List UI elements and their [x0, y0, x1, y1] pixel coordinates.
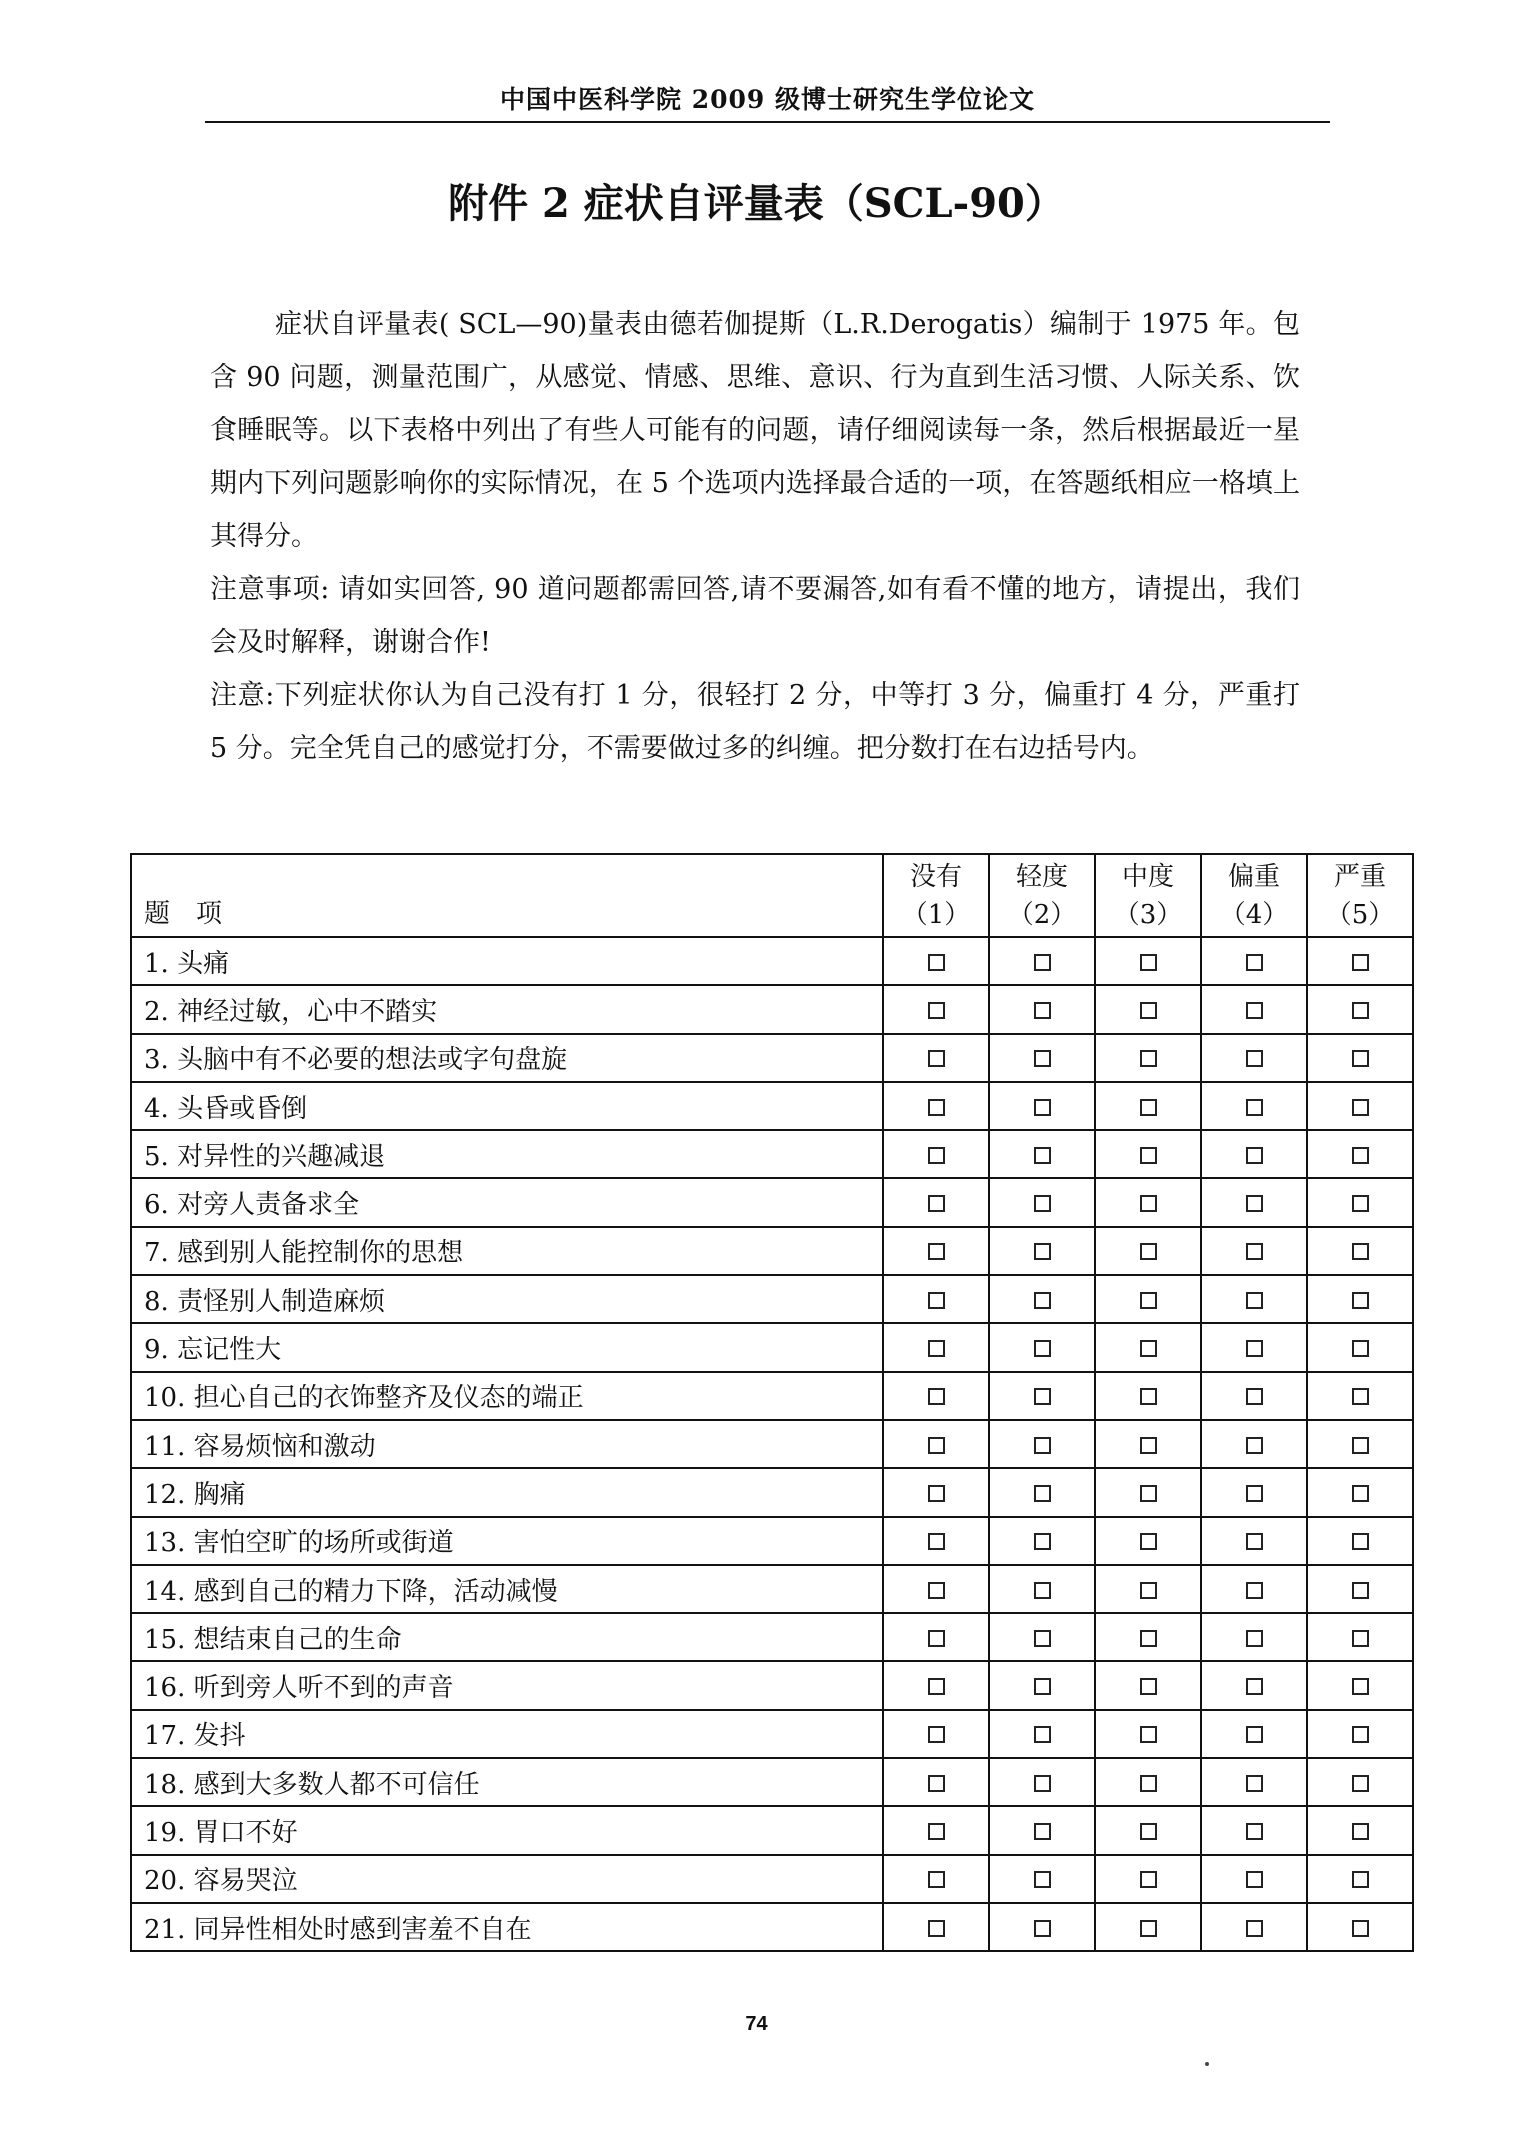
answer-checkbox[interactable] — [928, 1920, 945, 1937]
question-text: 6. 对旁人责备求全 — [131, 1178, 883, 1226]
option-cell — [989, 1517, 1095, 1565]
answer-checkbox[interactable] — [1352, 1050, 1369, 1067]
option-cell — [883, 985, 989, 1033]
answer-checkbox[interactable] — [1140, 1920, 1157, 1937]
answer-checkbox[interactable] — [928, 1871, 945, 1888]
option-cell — [989, 1372, 1095, 1420]
option-cell — [883, 1613, 989, 1661]
table-row — [131, 1178, 1413, 1226]
intro-paragraph-2: 注意事项: 请如实回答, 90 道问题都需回答,请不要漏答,如有看不懂的地方，请提出，我们会及时解释，谢谢合作! — [210, 574, 1300, 658]
option-cell — [1095, 1710, 1201, 1758]
answer-checkbox[interactable] — [1140, 1195, 1157, 1212]
question-text: 15. 想结束自己的生命 — [131, 1613, 883, 1661]
table-row — [131, 1758, 1413, 1806]
answer-checkbox[interactable] — [1034, 1630, 1051, 1647]
table-row — [131, 1903, 1413, 1951]
option-cell — [1095, 1468, 1201, 1516]
answer-checkbox[interactable] — [1246, 1195, 1263, 1212]
answer-checkbox[interactable] — [1352, 1340, 1369, 1357]
option-label: 偏重 — [1227, 861, 1280, 892]
option-cell — [1201, 1806, 1307, 1854]
question-text: 14. 感到自己的精力下降，活动减慢 — [131, 1565, 883, 1613]
answer-checkbox[interactable] — [1140, 1775, 1157, 1792]
answer-checkbox[interactable] — [928, 1823, 945, 1840]
question-text: 7. 感到别人能控制你的思想 — [131, 1227, 883, 1275]
option-cell — [1307, 1903, 1413, 1951]
option-header-4 — [1201, 854, 1307, 937]
option-cell — [883, 1178, 989, 1226]
answer-checkbox[interactable] — [1352, 1775, 1369, 1792]
option-cell — [1307, 1420, 1413, 1468]
answer-checkbox[interactable] — [1352, 1099, 1369, 1116]
option-cell — [883, 1565, 989, 1613]
answer-checkbox[interactable] — [1140, 1726, 1157, 1743]
table-row — [131, 937, 1413, 985]
option-cell — [1201, 1565, 1307, 1613]
option-cell — [1201, 1275, 1307, 1323]
intro-paragraph-1: 症状自评量表( SCL—90)量表由德若伽提斯（L.R.Derogatis）编制于 1975 年。包含 90 问题，测量范围广，从感觉、情感、思维、意识、行为直到生活习惯、人际关系、饮食睡眠等。以下表格中列出了有些人可能有的问题，请仔细阅读每一条，然后根据最近一星期内下列问题影响你的实际情况，在 5 个选项内选择最合适的一项，在答题纸相应一格填上其得分。 — [210, 309, 1300, 552]
option-cell — [1307, 1323, 1413, 1371]
question-text: 4. 头昏或昏倒 — [131, 1082, 883, 1130]
option-label: 严重 — [1333, 861, 1386, 892]
option-cell — [989, 1613, 1095, 1661]
table-body — [131, 937, 1413, 1951]
answer-checkbox[interactable] — [1352, 1437, 1369, 1454]
answer-checkbox[interactable] — [1140, 1243, 1157, 1260]
question-text: 2. 神经过敏，心中不踏实 — [131, 985, 883, 1033]
option-cell — [1201, 1468, 1307, 1516]
answer-checkbox[interactable] — [1246, 1050, 1263, 1067]
answer-checkbox[interactable] — [1034, 1678, 1051, 1695]
answer-checkbox[interactable] — [1034, 1388, 1051, 1405]
answer-checkbox[interactable] — [1246, 1147, 1263, 1164]
question-text: 11. 容易烦恼和激动 — [131, 1420, 883, 1468]
option-cell — [1201, 1903, 1307, 1951]
answer-checkbox[interactable] — [1034, 1437, 1051, 1454]
question-text: 5. 对异性的兴趣减退 — [131, 1130, 883, 1178]
option-cell — [1095, 1903, 1201, 1951]
answer-checkbox[interactable] — [928, 1050, 945, 1067]
answer-checkbox[interactable] — [1352, 1726, 1369, 1743]
option-cell — [1307, 1710, 1413, 1758]
answer-checkbox[interactable] — [1140, 1437, 1157, 1454]
option-cell — [1307, 1613, 1413, 1661]
answer-checkbox[interactable] — [1140, 954, 1157, 971]
question-text: 17. 发抖 — [131, 1710, 883, 1758]
option-cell — [1201, 1517, 1307, 1565]
answer-checkbox[interactable] — [1246, 1292, 1263, 1309]
option-cell — [989, 1661, 1095, 1709]
answer-checkbox[interactable] — [1246, 954, 1263, 971]
option-cell — [989, 1468, 1095, 1516]
page-number: 74 — [745, 2013, 768, 2035]
answer-checkbox[interactable] — [928, 1243, 945, 1260]
answer-checkbox[interactable] — [1246, 1002, 1263, 1019]
table-row — [131, 1565, 1413, 1613]
answer-checkbox[interactable] — [1352, 1002, 1369, 1019]
answer-checkbox[interactable] — [1140, 1871, 1157, 1888]
answer-checkbox[interactable] — [1140, 1533, 1157, 1550]
option-cell — [883, 1468, 989, 1516]
answer-checkbox[interactable] — [1246, 1243, 1263, 1260]
option-cell — [989, 1323, 1095, 1371]
answer-checkbox[interactable] — [1140, 1823, 1157, 1840]
answer-checkbox[interactable] — [1140, 1050, 1157, 1067]
answer-checkbox[interactable] — [1140, 1678, 1157, 1695]
option-cell — [883, 937, 989, 985]
answer-checkbox[interactable] — [1352, 954, 1369, 971]
option-cell — [1095, 1275, 1201, 1323]
answer-checkbox[interactable] — [1352, 1823, 1369, 1840]
option-cell — [989, 1806, 1095, 1854]
option-cell — [1095, 1372, 1201, 1420]
answer-checkbox[interactable] — [1352, 1243, 1369, 1260]
option-cell — [1201, 1227, 1307, 1275]
option-cell — [989, 1420, 1095, 1468]
table-row — [131, 1855, 1413, 1903]
answer-checkbox[interactable] — [1034, 1582, 1051, 1599]
answer-checkbox[interactable] — [1034, 1050, 1051, 1067]
answer-checkbox[interactable] — [1352, 1533, 1369, 1550]
option-header-3 — [1095, 854, 1201, 937]
option-label: 轻度 — [1015, 861, 1068, 892]
option-cell — [1307, 1806, 1413, 1854]
option-cell — [883, 1130, 989, 1178]
option-cell — [989, 1903, 1095, 1951]
option-cell — [1307, 1661, 1413, 1709]
question-text: 13. 害怕空旷的场所或街道 — [131, 1517, 883, 1565]
question-text: 3. 头脑中有不必要的想法或字句盘旋 — [131, 1034, 883, 1082]
option-cell — [989, 1034, 1095, 1082]
option-score: （3） — [1113, 899, 1183, 930]
option-cell — [1201, 1082, 1307, 1130]
option-cell — [989, 1758, 1095, 1806]
option-cell — [1201, 937, 1307, 985]
question-text: 16. 听到旁人听不到的声音 — [131, 1661, 883, 1709]
table-row — [131, 1420, 1413, 1468]
option-cell — [1307, 1855, 1413, 1903]
option-cell — [989, 985, 1095, 1033]
table-row — [131, 1806, 1413, 1854]
option-cell — [1201, 1034, 1307, 1082]
option-cell — [1095, 1323, 1201, 1371]
option-cell — [1095, 1565, 1201, 1613]
table-row — [131, 1661, 1413, 1709]
answer-checkbox[interactable] — [1140, 1388, 1157, 1405]
option-cell — [883, 1661, 989, 1709]
table-row — [131, 1517, 1413, 1565]
option-cell — [1201, 1613, 1307, 1661]
answer-checkbox[interactable] — [1352, 1388, 1369, 1405]
answer-checkbox[interactable] — [1140, 1485, 1157, 1502]
option-cell — [883, 1372, 989, 1420]
option-cell — [1095, 985, 1201, 1033]
answer-checkbox[interactable] — [928, 1388, 945, 1405]
option-cell — [989, 1275, 1095, 1323]
option-cell — [1307, 937, 1413, 985]
option-cell — [1201, 1855, 1307, 1903]
answer-checkbox[interactable] — [928, 1726, 945, 1743]
answer-checkbox[interactable] — [1246, 1099, 1263, 1116]
answer-checkbox[interactable] — [1034, 1871, 1051, 1888]
answer-checkbox[interactable] — [1034, 1726, 1051, 1743]
question-text: 1. 头痛 — [131, 937, 883, 985]
option-cell — [1095, 1178, 1201, 1226]
option-cell — [1095, 1034, 1201, 1082]
answer-checkbox[interactable] — [1246, 1533, 1263, 1550]
option-cell — [883, 1517, 989, 1565]
question-text: 9. 忘记性大 — [131, 1323, 883, 1371]
table-row — [131, 1130, 1413, 1178]
answer-checkbox[interactable] — [1034, 1147, 1051, 1164]
answer-checkbox[interactable] — [928, 1582, 945, 1599]
option-cell — [1307, 1372, 1413, 1420]
option-cell — [989, 1130, 1095, 1178]
option-header-5 — [1307, 854, 1413, 937]
option-cell — [1095, 1420, 1201, 1468]
answer-checkbox[interactable] — [928, 1533, 945, 1550]
scl-questionnaire-table — [130, 853, 1414, 1952]
answer-checkbox[interactable] — [1246, 1920, 1263, 1937]
option-cell — [1095, 937, 1201, 985]
answer-checkbox[interactable] — [1352, 1678, 1369, 1695]
header-rule — [205, 121, 1330, 123]
option-cell — [883, 1275, 989, 1323]
question-text: 10. 担心自己的衣饰整齐及仪态的端正 — [131, 1372, 883, 1420]
answer-checkbox[interactable] — [1246, 1823, 1263, 1840]
answer-checkbox[interactable] — [1246, 1630, 1263, 1647]
answer-checkbox[interactable] — [928, 1340, 945, 1357]
answer-checkbox[interactable] — [1140, 1099, 1157, 1116]
table-row — [131, 1082, 1413, 1130]
option-cell — [1201, 985, 1307, 1033]
option-cell — [1307, 1227, 1413, 1275]
option-cell — [883, 1855, 989, 1903]
question-text: 8. 责怪别人制造麻烦 — [131, 1275, 883, 1323]
answer-checkbox[interactable] — [1246, 1437, 1263, 1454]
answer-checkbox[interactable] — [1034, 1340, 1051, 1357]
answer-checkbox[interactable] — [1034, 1920, 1051, 1937]
answer-checkbox[interactable] — [1034, 1195, 1051, 1212]
answer-checkbox[interactable] — [1140, 1147, 1157, 1164]
question-text: 21. 同异性相处时感到害羞不自在 — [131, 1903, 883, 1951]
option-cell — [1307, 1758, 1413, 1806]
scan-speck — [1205, 2062, 1209, 2066]
option-cell — [883, 1710, 989, 1758]
option-cell — [1307, 1565, 1413, 1613]
answer-checkbox[interactable] — [1352, 1195, 1369, 1212]
table-row — [131, 1034, 1413, 1082]
answer-checkbox[interactable] — [928, 1195, 945, 1212]
option-cell — [989, 1565, 1095, 1613]
answer-checkbox[interactable] — [1034, 1243, 1051, 1260]
answer-checkbox[interactable] — [1352, 1485, 1369, 1502]
option-cell — [1307, 1275, 1413, 1323]
answer-checkbox[interactable] — [928, 1485, 945, 1502]
option-cell — [1307, 1034, 1413, 1082]
option-cell — [1095, 1758, 1201, 1806]
option-cell — [883, 1082, 989, 1130]
option-cell — [1201, 1710, 1307, 1758]
option-score: （1） — [901, 899, 971, 930]
option-cell — [989, 1178, 1095, 1226]
option-header-1 — [883, 854, 989, 937]
table-row — [131, 1372, 1413, 1420]
option-cell — [989, 1082, 1095, 1130]
answer-checkbox[interactable] — [1034, 1823, 1051, 1840]
answer-checkbox[interactable] — [928, 1099, 945, 1116]
option-cell — [989, 1227, 1095, 1275]
option-score: （5） — [1325, 899, 1395, 930]
option-cell — [1201, 1372, 1307, 1420]
answer-checkbox[interactable] — [1140, 1002, 1157, 1019]
option-cell — [1201, 1323, 1307, 1371]
option-cell — [1307, 1517, 1413, 1565]
question-text: 20. 容易哭泣 — [131, 1855, 883, 1903]
option-cell — [1095, 1806, 1201, 1854]
answer-checkbox[interactable] — [1352, 1630, 1369, 1647]
option-score: （4） — [1219, 899, 1289, 930]
answer-checkbox[interactable] — [928, 1002, 945, 1019]
option-cell — [1095, 1082, 1201, 1130]
answer-checkbox[interactable] — [928, 1630, 945, 1647]
option-score: （2） — [1007, 899, 1077, 930]
answer-checkbox[interactable] — [928, 1437, 945, 1454]
option-cell — [1307, 1082, 1413, 1130]
answer-checkbox[interactable] — [1034, 1002, 1051, 1019]
table-row — [131, 1275, 1413, 1323]
answer-checkbox[interactable] — [1246, 1678, 1263, 1695]
option-cell — [883, 1034, 989, 1082]
answer-checkbox[interactable] — [928, 1147, 945, 1164]
page-title: 附件 2 症状自评量表（SCL-90） — [448, 180, 1065, 227]
option-cell — [1095, 1517, 1201, 1565]
answer-checkbox[interactable] — [928, 1292, 945, 1309]
option-header-2 — [989, 854, 1095, 937]
table-row — [131, 1613, 1413, 1661]
option-cell — [883, 1903, 989, 1951]
table-row — [131, 1710, 1413, 1758]
answer-checkbox[interactable] — [1140, 1582, 1157, 1599]
answer-checkbox[interactable] — [1246, 1582, 1263, 1599]
answer-checkbox[interactable] — [1034, 954, 1051, 971]
answer-checkbox[interactable] — [1246, 1485, 1263, 1502]
option-label: 没有 — [909, 861, 962, 892]
option-cell — [883, 1227, 989, 1275]
table-row — [131, 1323, 1413, 1371]
answer-checkbox[interactable] — [1352, 1292, 1369, 1309]
option-cell — [1095, 1130, 1201, 1178]
answer-checkbox[interactable] — [928, 954, 945, 971]
answer-checkbox[interactable] — [1352, 1147, 1369, 1164]
table-header-row — [131, 854, 1413, 937]
answer-checkbox[interactable] — [1352, 1871, 1369, 1888]
option-cell — [989, 937, 1095, 985]
option-cell — [1307, 1178, 1413, 1226]
intro-paragraph-3: 注意:下列症状你认为自己没有打 1 分，很轻打 2 分，中等打 3 分，偏重打 4 分，严重打 5 分。完全凭自己的感觉打分，不需要做过多的纠缠。把分数打在右边括号内。 — [210, 680, 1300, 764]
option-cell — [883, 1420, 989, 1468]
answer-checkbox[interactable] — [1034, 1485, 1051, 1502]
option-cell — [989, 1855, 1095, 1903]
answer-checkbox[interactable] — [1034, 1775, 1051, 1792]
answer-checkbox[interactable] — [1246, 1388, 1263, 1405]
option-cell — [1201, 1420, 1307, 1468]
option-label: 中度 — [1121, 861, 1174, 892]
running-header: 中国中医科学院 2009 级博士研究生学位论文 — [500, 85, 1035, 114]
item-column-header: 题 项 — [131, 854, 883, 937]
option-cell — [883, 1806, 989, 1854]
answer-checkbox[interactable] — [1246, 1340, 1263, 1357]
answer-checkbox[interactable] — [1034, 1292, 1051, 1309]
intro-text — [210, 298, 1300, 775]
option-cell — [1095, 1613, 1201, 1661]
table-row — [131, 1227, 1413, 1275]
answer-checkbox[interactable] — [1140, 1292, 1157, 1309]
option-cell — [1201, 1661, 1307, 1709]
option-cell — [883, 1323, 989, 1371]
option-cell — [1307, 1468, 1413, 1516]
option-cell — [1201, 1178, 1307, 1226]
option-cell — [1201, 1130, 1307, 1178]
option-cell — [1307, 985, 1413, 1033]
answer-checkbox[interactable] — [1352, 1920, 1369, 1937]
answer-checkbox[interactable] — [1034, 1533, 1051, 1550]
answer-checkbox[interactable] — [928, 1678, 945, 1695]
answer-checkbox[interactable] — [1246, 1726, 1263, 1743]
answer-checkbox[interactable] — [1352, 1582, 1369, 1599]
answer-checkbox[interactable] — [1140, 1630, 1157, 1647]
table-row — [131, 985, 1413, 1033]
option-cell — [1095, 1227, 1201, 1275]
answer-checkbox[interactable] — [1140, 1340, 1157, 1357]
answer-checkbox[interactable] — [928, 1775, 945, 1792]
option-cell — [1201, 1758, 1307, 1806]
option-cell — [1095, 1661, 1201, 1709]
question-text: 12. 胸痛 — [131, 1468, 883, 1516]
question-text: 19. 胃口不好 — [131, 1806, 883, 1854]
option-cell — [989, 1710, 1095, 1758]
answer-checkbox[interactable] — [1246, 1871, 1263, 1888]
table-row — [131, 1468, 1413, 1516]
question-text: 18. 感到大多数人都不可信任 — [131, 1758, 883, 1806]
option-cell — [1307, 1130, 1413, 1178]
option-cell — [1095, 1855, 1201, 1903]
answer-checkbox[interactable] — [1034, 1099, 1051, 1116]
option-cell — [883, 1758, 989, 1806]
answer-checkbox[interactable] — [1246, 1775, 1263, 1792]
